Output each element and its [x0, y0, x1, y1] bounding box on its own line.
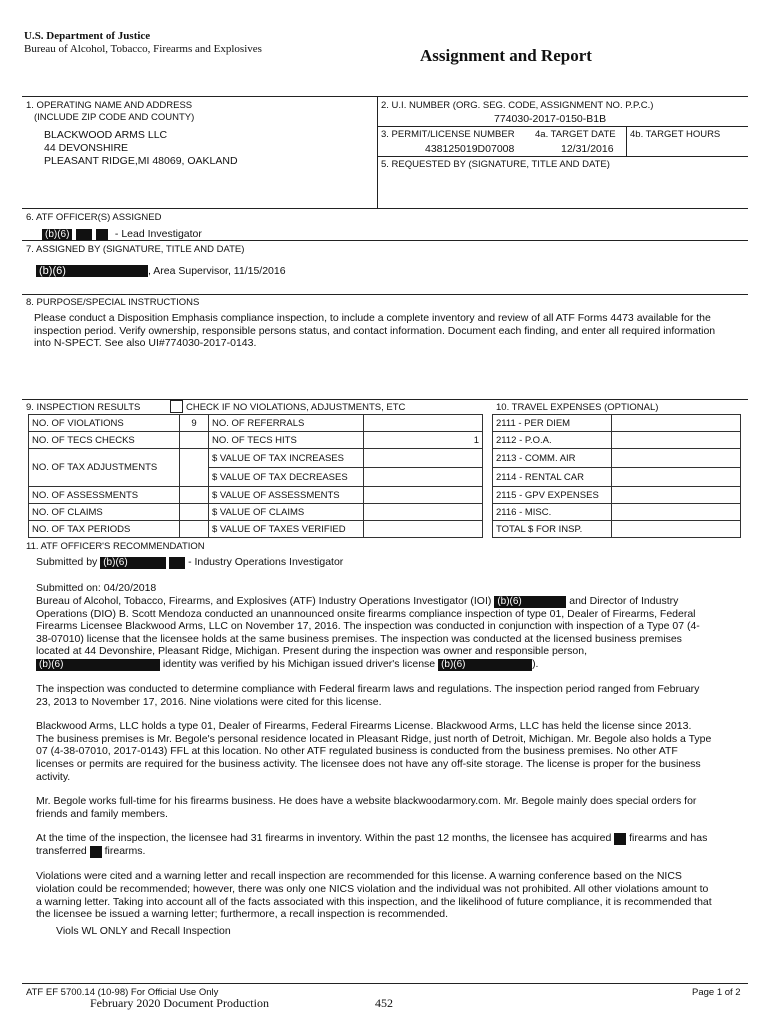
table-cell	[180, 504, 209, 521]
section9-label: 9. INSPECTION RESULTS	[26, 402, 141, 413]
table-cell: NO. OF VIOLATIONS	[29, 415, 180, 432]
divider	[377, 156, 748, 157]
table-cell	[612, 415, 741, 432]
section10-label: 10. TRAVEL EXPENSES (OPTIONAL)	[496, 402, 659, 413]
section7-label: 7. ASSIGNED BY (SIGNATURE, TITLE AND DATE)	[26, 244, 245, 255]
table-cell: $ VALUE OF ASSESSMENTS	[209, 487, 364, 504]
recommendation-paragraph: Blackwood Arms, LLC holds a type 01, Dealer of Firearms, Federal Firearms License. Blackwood Arms, LLC has held the license since 2013. The business premises is Mr. Begole's personal residence located in Pleasant Ridge, just north of Detroit, Michigan. Mr. Begole also holds a Type 07 (4-38-07010, 2017-0143) FFL at this location. No other ATF regulated business is conducted from the business premises. No other ATF licenses or permits are required for the business activity. The licensee does not have any off-site storage. The license is proper for the business activity.	[36, 720, 712, 783]
operating-city: PLEASANT RIDGE,MI 48069, OAKLAND	[44, 155, 238, 167]
table-cell: NO. OF TAX ADJUSTMENTS	[29, 449, 180, 487]
divider	[22, 399, 748, 400]
recommendation-paragraph	[36, 832, 712, 858]
assigned-by-value: , Area Supervisor, 11/15/2016	[148, 265, 286, 277]
divider	[377, 96, 378, 208]
section1-sublabel: (INCLUDE ZIP CODE AND COUNTY)	[34, 112, 195, 123]
table-cell	[180, 487, 209, 504]
paragraph-text: identity was verified by his Michigan issued driver's license	[162, 657, 436, 670]
table-cell: 2111 - PER DIEM	[493, 415, 612, 432]
table-cell	[364, 415, 483, 432]
target-hours-label: 4b. TARGET HOURS	[630, 129, 721, 140]
divider	[22, 208, 748, 209]
table-cell: 1	[364, 432, 483, 449]
section6-label: 6. ATF OFFICER(S) ASSIGNED	[26, 212, 162, 223]
submitted-by	[36, 556, 343, 569]
table-cell	[612, 449, 741, 468]
table-row	[29, 415, 483, 432]
table-row	[493, 415, 741, 432]
table-cell	[364, 487, 483, 504]
submitted-on: Submitted on: 04/20/2018	[36, 582, 157, 594]
table-cell: NO. OF TECS HITS	[209, 432, 364, 449]
form-id: ATF EF 5700.14 (10-98) For Official Use Only	[26, 987, 219, 998]
table-cell	[612, 468, 741, 487]
bates-number: 452	[375, 996, 393, 1010]
ui-number: 774030-2017-0150-B1B	[494, 113, 607, 125]
table-row	[29, 432, 483, 449]
table-row	[29, 487, 483, 504]
table-row	[493, 504, 741, 521]
table-row	[29, 449, 483, 468]
check-label: CHECK IF NO VIOLATIONS, ADJUSTMENTS, ETC	[186, 402, 406, 413]
agency-header	[24, 30, 262, 56]
special-instructions: Please conduct a Disposition Emphasis compliance inspection, to include a complete inventory and review of all ATF Forms 4473 available for the inspection period. Verify ownership, responsible persons status, and contact information. Document each finding, and enter all required information into N-SPECT. See also UI#774030-2017-0143.	[34, 312, 716, 350]
table-cell	[612, 521, 741, 538]
agency-line2: Bureau of Alcohol, Tobacco, Firearms and Explosives	[24, 43, 262, 55]
inspection-results-table	[28, 414, 483, 538]
table-row	[493, 521, 741, 538]
page-number: Page 1 of 2	[692, 987, 741, 998]
recommendation-body	[36, 582, 712, 937]
table-cell: $ VALUE OF TAX DECREASES	[209, 468, 364, 487]
table-row	[493, 468, 741, 487]
table-cell	[180, 432, 209, 449]
permit-number: 438125019D07008	[425, 143, 515, 155]
table-cell: $ VALUE OF TAX INCREASES	[209, 449, 364, 468]
no-violations-checkbox[interactable]	[170, 400, 183, 413]
recommendation-paragraph: The inspection was conducted to determine compliance with Federal firearm laws and regulations. The inspection period ranged from February 23, 2013 to November 17, 2016. Nine violations were cited for this license.	[36, 682, 700, 708]
redaction-block	[90, 846, 102, 858]
redaction-block: (b)(6)	[42, 229, 72, 241]
submitted-by-role: - Industry Operations Investigator	[188, 556, 344, 568]
table-cell	[180, 521, 209, 538]
recommendation-paragraph: Mr. Begole works full-time for his firearms business. He does have a website blackwoodarmory.com. Mr. Begole mainly does special orders for friends and family members.	[36, 795, 697, 820]
paragraph-text: At the time of the inspection, the licensee had 31 firearms in inventory. Within the past 12 months, the licensee has acquired	[36, 832, 612, 845]
assigned-by	[36, 261, 286, 279]
table-cell	[364, 468, 483, 487]
table-cell: $ VALUE OF CLAIMS	[209, 504, 364, 521]
paragraph-text: firearms.	[104, 845, 146, 858]
table-cell: NO. OF TAX PERIODS	[29, 521, 180, 538]
operating-name: BLACKWOOD ARMS LLC	[44, 129, 168, 141]
table-cell	[364, 504, 483, 521]
redaction-block: (b)(6)	[438, 659, 532, 671]
table-cell: 9	[180, 415, 209, 432]
section2-label: 2. U.I. NUMBER (ORG. SEG. CODE, ASSIGNMENT NO. P.P.C.)	[381, 100, 654, 111]
table-cell: 2112 - P.O.A.	[493, 432, 612, 449]
divider	[22, 294, 748, 295]
table-cell: 2116 - MISC.	[493, 504, 612, 521]
recommendation-paragraph: Violations were cited and a warning letter and recall inspection are recommended for this license. A warning conference based on the NICS violation could be recommended; however, there was only one NICS violation and the individual was not prohibited. All other violations amount to a warning letter. Taking into account all of the facts associated with this inspection, and the likelihood of future compliance, it is recommended that the licensee be issued a warning letter; furthermore, a recall inspection is recommended.	[36, 870, 712, 921]
redaction-block: (b)(6)	[36, 659, 160, 671]
table-cell	[612, 487, 741, 504]
section5-label: 5. REQUESTED BY (SIGNATURE, TITLE AND DATE)	[381, 159, 610, 170]
redaction-block	[614, 833, 626, 845]
table-cell: TOTAL $ FOR INSP.	[493, 521, 612, 538]
travel-expenses-table	[492, 414, 741, 538]
target-date: 12/31/2016	[561, 143, 614, 155]
table-cell	[612, 504, 741, 521]
redaction-block: (b)(6)	[494, 596, 566, 608]
divider	[22, 983, 748, 984]
table-cell: NO. OF CLAIMS	[29, 504, 180, 521]
operating-address: 44 DEVONSHIRE	[44, 142, 129, 154]
table-row	[29, 504, 483, 521]
table-cell	[364, 521, 483, 538]
paragraph-text: Bureau of Alcohol, Tobacco, Firearms, and Explosives (ATF) Industry Operations Investigator (IOI)	[36, 594, 492, 607]
form-title: Assignment and Report	[420, 46, 592, 65]
table-row	[29, 521, 483, 538]
officer-role: - Lead Investigator	[114, 228, 202, 240]
divider	[626, 126, 627, 156]
production-stamp: February 2020 Document Production	[90, 996, 269, 1010]
section3-label: 3. PERMIT/LICENSE NUMBER	[381, 129, 515, 140]
submitted-by-prefix: Submitted by	[36, 556, 98, 568]
paragraph-text: firearms and has transferred	[36, 832, 708, 858]
divider	[22, 240, 748, 241]
section1-label: 1. OPERATING NAME AND ADDRESS	[26, 100, 193, 111]
paragraph-text: ).	[532, 657, 539, 670]
agency-line1: U.S. Department of Justice	[24, 30, 151, 42]
table-cell: 2114 - RENTAL CAR	[493, 468, 612, 487]
table-row	[493, 487, 741, 504]
redaction-block: (b)(6)	[100, 557, 166, 569]
table-cell: NO. OF ASSESSMENTS	[29, 487, 180, 504]
table-cell: NO. OF REFERRALS	[209, 415, 364, 432]
section8-label: 8. PURPOSE/SPECIAL INSTRUCTIONS	[26, 297, 200, 308]
table-cell	[612, 432, 741, 449]
table-cell: 2113 - COMM. AIR	[493, 449, 612, 468]
divider	[377, 126, 748, 127]
table-cell: 2115 - GPV EXPENSES	[493, 487, 612, 504]
table-cell: NO. OF TECS CHECKS	[29, 432, 180, 449]
table-cell: $ VALUE OF TAXES VERIFIED	[209, 521, 364, 538]
redaction-block	[169, 557, 185, 569]
paragraph-text: and Director of Industry Operations (DIO) B. Scott Mendoza conducted an unannounced onsite firearms compliance inspection of type 01, Dealer of Firearms, Federal Firearms Licensee Blackwood Arms, LLC on November 17, 2016. The inspection was conducted in conjunction with inspection of a Type 07 (4-38-07010) license that the licensee holds at the same business premises. The inspection was conducted at the licensed business premises located at 44 Devonshire, Pleasant Ridge, Michigan. Present during the inspection was owner and responsible person,	[36, 594, 700, 658]
target-date-label: 4a. TARGET DATE	[535, 129, 616, 140]
table-row	[493, 432, 741, 449]
divider	[22, 96, 748, 97]
recommendation-paragraph	[36, 595, 712, 671]
table-cell	[180, 449, 209, 487]
section11-label: 11. ATF OFFICER'S RECOMMENDATION	[26, 541, 205, 552]
redaction-block: (b)(6)	[36, 265, 148, 277]
table-row	[493, 449, 741, 468]
recommendation-summary: Viols WL ONLY and Recall Inspection	[56, 924, 231, 937]
table-cell	[364, 449, 483, 468]
